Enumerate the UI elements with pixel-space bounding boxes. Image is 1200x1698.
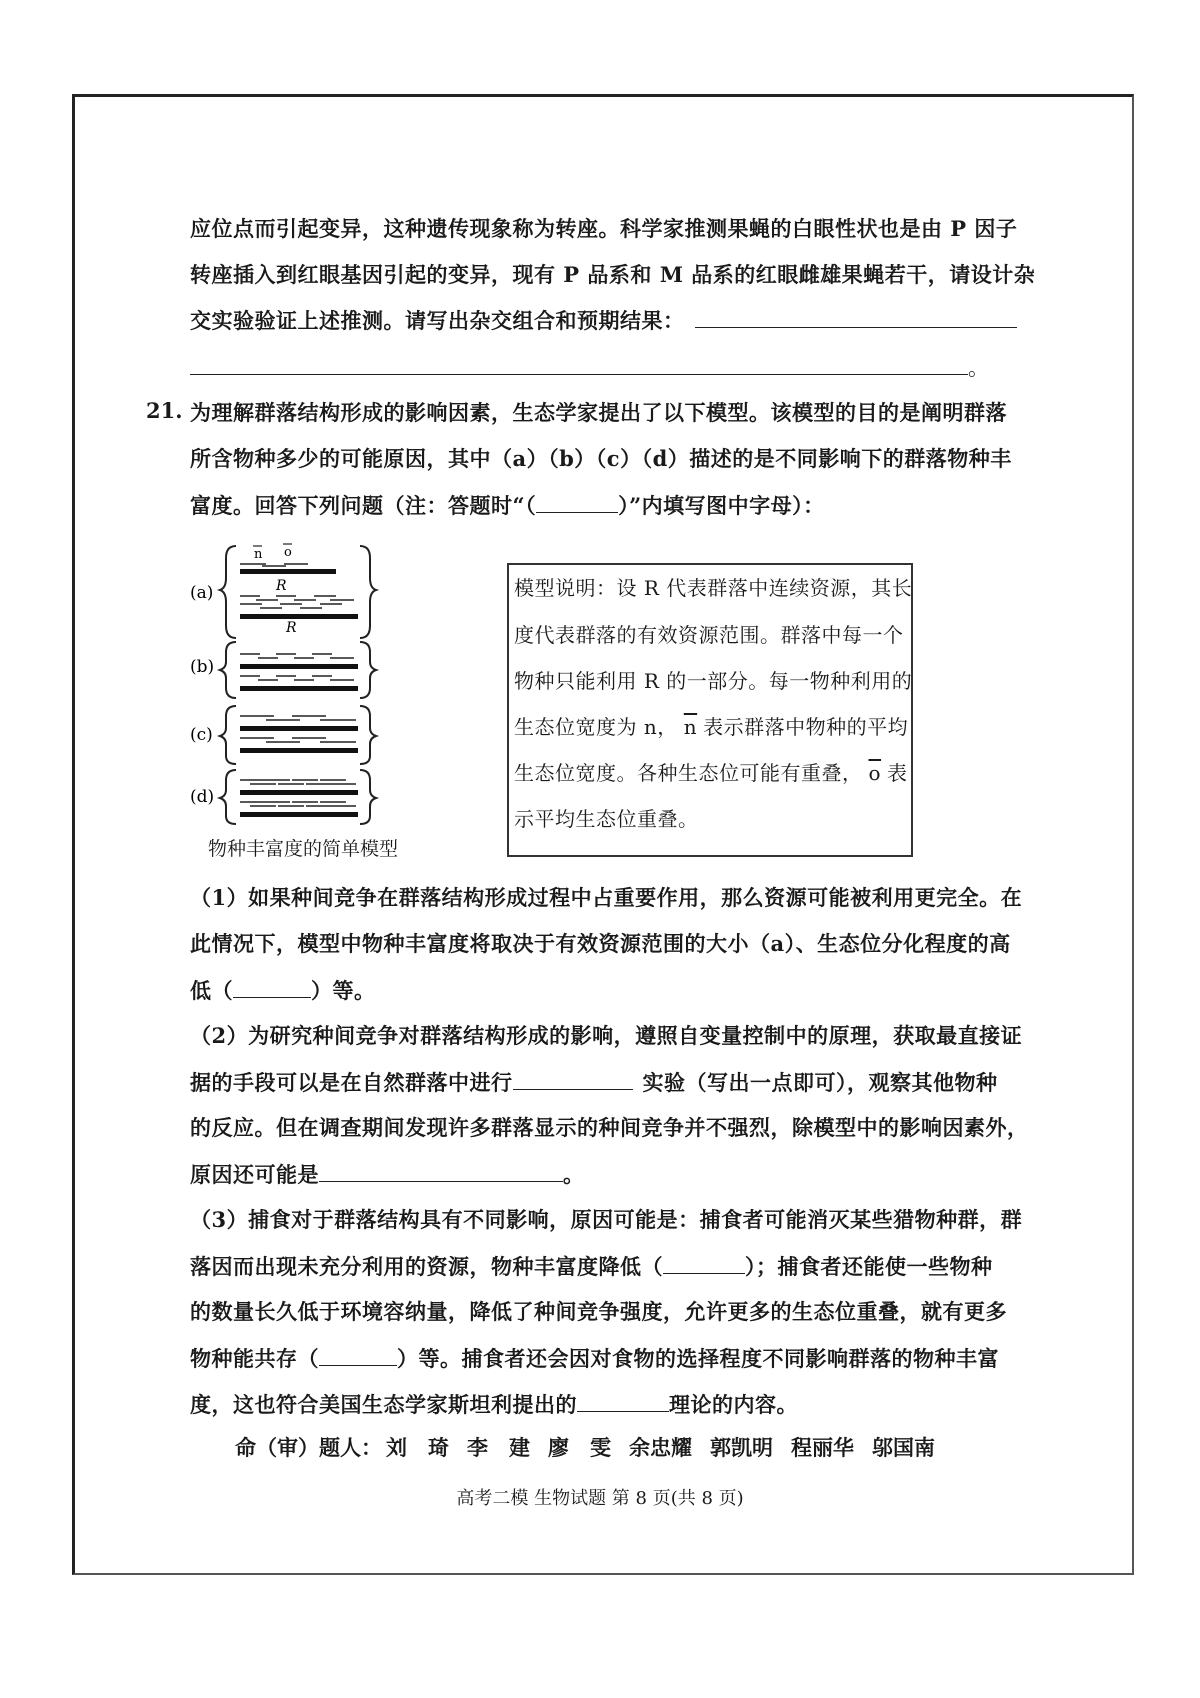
niche-segments xyxy=(240,738,356,742)
author-name: 刘 琦 xyxy=(386,1435,449,1460)
brace-left-d xyxy=(220,770,236,824)
text-line: 的数量长久低于环境容纳量，降低了种间竞争强度，允许更多的生态位重叠，就有更多 xyxy=(190,1299,1007,1324)
text-span: 交实验验证上述推测。请写出杂交组合和预期结果： xyxy=(190,308,685,333)
niche-segments xyxy=(240,604,342,608)
text-line: （3）捕食对于群落结构具有不同影响，原因可能是：捕食者可能消灭某些猎物种群，群 xyxy=(190,1207,1023,1232)
text-line: （2）为研究种间竞争对群落结构形成的影响，遵照自变量控制中的原理，获取最直接证 xyxy=(190,1023,1023,1048)
page-number: 高考二模 生物试题 第 8 页(共 8 页) xyxy=(456,1488,744,1509)
author-name: 李 建 xyxy=(467,1435,530,1460)
note-span: 表示群落中物种的平均 xyxy=(703,715,909,739)
text-line xyxy=(190,305,1017,336)
resource-bar xyxy=(240,614,358,619)
resource-bar xyxy=(240,748,358,753)
text-line xyxy=(190,490,825,521)
answer-blank[interactable] xyxy=(513,1067,633,1090)
note-line: 度代表群落的有效资源范围。群落中每一个 xyxy=(514,623,904,647)
text-span: ）”内填写图中字母）： xyxy=(618,493,825,518)
answer-blank[interactable] xyxy=(695,305,1017,328)
text-span: ）等。 xyxy=(311,978,376,1003)
text-span: 理论的内容。 xyxy=(669,1392,798,1417)
authors-label: 命（审）题人： xyxy=(235,1435,382,1460)
text-line xyxy=(190,975,376,1006)
author-name: 邬国南 xyxy=(872,1435,935,1460)
resource-bar xyxy=(240,569,336,574)
author-name: 程丽华 xyxy=(791,1435,854,1460)
brace-left-c xyxy=(220,706,236,764)
brace-right-a xyxy=(360,546,376,638)
authors-line xyxy=(235,1432,953,1462)
note-span: 生态位宽度。各种生态位可能有重叠， xyxy=(514,761,863,785)
label-c: (c) xyxy=(190,725,213,745)
text-span: 实验（写出一点即可），观察其他物种 xyxy=(642,1070,998,1095)
question-number: 21. xyxy=(146,398,183,423)
text-line xyxy=(190,1389,798,1420)
text-span: 原因还可能是 xyxy=(190,1162,319,1187)
figure-caption: 物种丰富度的简单模型 xyxy=(208,838,399,860)
text-span: 度，这也符合美国生态学家斯坦利提出的 xyxy=(190,1392,577,1417)
text-span: 物种能共存（ xyxy=(190,1346,319,1371)
text-span: 低（ xyxy=(190,978,233,1003)
o-bar-symbol: $\overline{o}$ xyxy=(868,761,882,785)
text-line xyxy=(190,1067,998,1098)
answer-blank[interactable] xyxy=(233,975,311,998)
answer-blank[interactable] xyxy=(577,1389,669,1412)
n-bar-label: n xyxy=(254,547,263,562)
note-span: 生态位宽度为 n， xyxy=(514,715,678,739)
niche-segments xyxy=(240,802,356,806)
brace-right-b xyxy=(360,642,376,698)
note-line xyxy=(514,713,908,741)
niche-model-figure xyxy=(180,538,420,838)
niche-segments xyxy=(240,596,354,600)
text-line: 为理解群落结构形成的影响因素，生态学家提出了以下模型。该模型的目的是阐明群落 xyxy=(190,400,1007,425)
note-line xyxy=(514,759,908,787)
resource-bar xyxy=(240,664,358,669)
answer-blank[interactable] xyxy=(663,1251,745,1274)
niche-segments xyxy=(240,676,354,680)
resource-bar xyxy=(240,790,358,795)
text-span: ）；捕食者还能使一些物种 xyxy=(745,1254,993,1279)
note-span: 表 xyxy=(887,761,908,785)
text-line: 应位点而引起变异，这种遗传现象称为转座。科学家推测果蝇的白眼性状也是由 P 因子 xyxy=(190,216,1018,241)
brace-right-c xyxy=(360,706,376,764)
text-line xyxy=(190,1251,993,1282)
text-span: 富度。回答下列问题（注：答题时“（ xyxy=(190,493,537,518)
text-span: 落因而出现未充分利用的资源，物种丰富度降低（ xyxy=(190,1254,663,1279)
resource-bar xyxy=(240,686,358,691)
label-b: (b) xyxy=(190,657,215,677)
r-label: R xyxy=(286,620,297,636)
label-d: (d) xyxy=(190,787,215,807)
answer-blank[interactable] xyxy=(190,352,968,375)
text-line: 此情况下，模型中物种丰富度将取决于有效资源范围的大小（a）、生态位分化程度的高 xyxy=(190,931,1011,956)
niche-segments xyxy=(240,654,354,658)
answer-blank[interactable] xyxy=(536,490,618,513)
n-bar-symbol: $\overline{n}$ xyxy=(683,715,698,739)
niche-segments xyxy=(240,564,308,566)
resource-bar xyxy=(240,812,358,817)
text-span: 据的手段可以是在自然群落中进行 xyxy=(190,1070,513,1095)
author-name: 余忠耀 xyxy=(629,1435,692,1460)
text-line xyxy=(190,1159,585,1190)
text-line xyxy=(190,1343,999,1374)
note-line: 示平均生态位重叠。 xyxy=(514,807,699,831)
brace-left-a xyxy=(220,546,236,638)
answer-blank[interactable] xyxy=(319,1159,563,1182)
brace-left-b xyxy=(220,642,236,698)
brace-right-d xyxy=(360,770,376,824)
note-line: 物种只能利用 R 的一部分。每一物种利用的 xyxy=(514,669,913,693)
text-span: 。 xyxy=(563,1162,585,1187)
resource-bar xyxy=(240,726,358,731)
author-name: 郭凯明 xyxy=(710,1435,773,1460)
text-line: 所含物种多少的可能原因，其中（a）（b）（c）（d）描述的是不同影响下的群落物种丰 xyxy=(190,446,1012,471)
author-name: 廖 雯 xyxy=(548,1435,611,1460)
label-a: (a) xyxy=(190,583,214,603)
answer-blank[interactable] xyxy=(319,1343,397,1366)
r-label: R xyxy=(276,578,287,594)
text-line: 的反应。但在调查期间发现许多群落显示的种间竞争并不强烈，除模型中的影响因素外， xyxy=(190,1115,1029,1140)
text-span: ）等。捕食者还会因对食物的选择程度不同影响群落的物种丰富 xyxy=(397,1346,999,1371)
text-line: （1）如果种间竞争在群落结构形成过程中占重要作用，那么资源可能被利用更完全。在 xyxy=(190,885,1023,910)
note-line: 模型说明：设 R 代表群落中连续资源，其长 xyxy=(514,576,913,600)
end-mark: 。 xyxy=(968,356,990,380)
niche-segments xyxy=(240,716,356,720)
niche-segments xyxy=(240,780,356,784)
o-bar-label: o xyxy=(284,545,292,560)
text-line: 转座插入到红眼基因引起的变异，现有 P 品系和 M 品系的红眼雌雄果蝇若干，请设计杂 xyxy=(190,262,1036,287)
text-line xyxy=(190,352,990,383)
